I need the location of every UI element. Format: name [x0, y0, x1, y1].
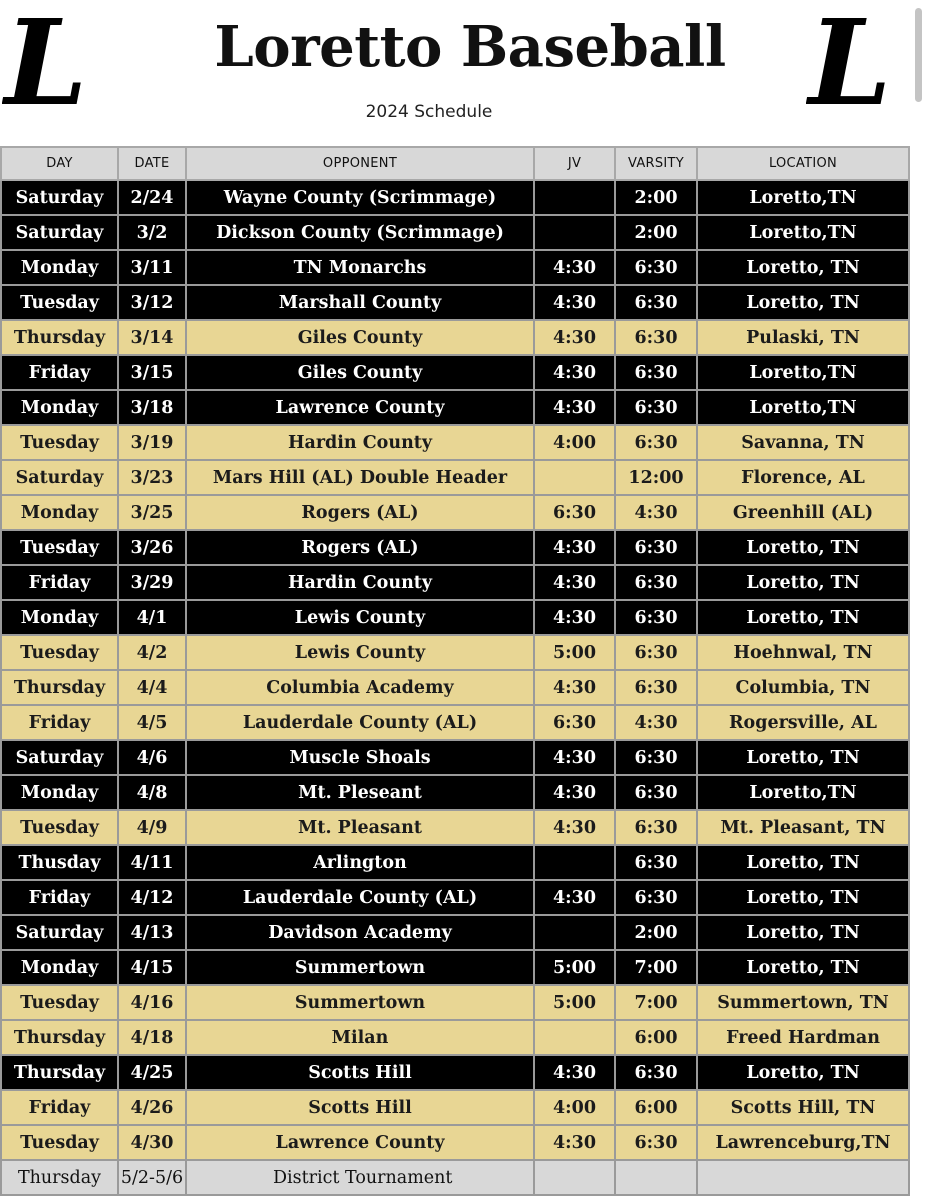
cell-day: Monday [1, 775, 118, 810]
cell-opponent: Mt. Pleseant [186, 775, 534, 810]
cell-varsity: 7:00 [615, 950, 697, 985]
table-row [1, 985, 909, 1020]
cell-date: 3/14 [118, 320, 186, 355]
table-row [1, 495, 909, 530]
cell-jv [534, 845, 615, 880]
cell-location: Loretto, TN [697, 600, 909, 635]
cell-location: Loretto,TN [697, 355, 909, 390]
cell-opponent: Lauderdale County (AL) [186, 880, 534, 915]
table-row [1, 600, 909, 635]
cell-date: 4/16 [118, 985, 186, 1020]
cell-opponent: Rogers (AL) [186, 530, 534, 565]
table-row [1, 1160, 909, 1195]
table-row [1, 425, 909, 460]
table-row [1, 565, 909, 600]
table-row [1, 250, 909, 285]
table-row [1, 215, 909, 250]
cell-varsity: 6:30 [615, 670, 697, 705]
cell-date: 2/24 [118, 180, 186, 215]
cell-opponent: Davidson Academy [186, 915, 534, 950]
cell-jv [534, 915, 615, 950]
cell-location: Loretto, TN [697, 285, 909, 320]
cell-day: Saturday [1, 740, 118, 775]
column-header-day: DAY [1, 147, 118, 180]
cell-location: Loretto, TN [697, 915, 909, 950]
cell-location [697, 1160, 909, 1195]
table-row [1, 355, 909, 390]
cell-date: 4/25 [118, 1055, 186, 1090]
cell-jv: 4:30 [534, 530, 615, 565]
table-row [1, 1125, 909, 1160]
cell-opponent: Columbia Academy [186, 670, 534, 705]
cell-location: Loretto,TN [697, 390, 909, 425]
cell-day: Monday [1, 950, 118, 985]
cell-date: 3/11 [118, 250, 186, 285]
cell-varsity: 2:00 [615, 215, 697, 250]
table-row [1, 950, 909, 985]
cell-varsity: 6:30 [615, 1055, 697, 1090]
cell-opponent: Lewis County [186, 635, 534, 670]
cell-opponent: Marshall County [186, 285, 534, 320]
cell-opponent: Hardin County [186, 565, 534, 600]
cell-opponent: Rogers (AL) [186, 495, 534, 530]
cell-jv: 4:30 [534, 1055, 615, 1090]
cell-day: Monday [1, 495, 118, 530]
cell-date: 4/4 [118, 670, 186, 705]
cell-jv: 4:30 [534, 775, 615, 810]
page-title: Loretto Baseball [214, 14, 726, 80]
cell-varsity: 6:30 [615, 425, 697, 460]
cell-day: Friday [1, 705, 118, 740]
cell-jv: 6:30 [534, 705, 615, 740]
table-row [1, 810, 909, 845]
cell-jv: 4:30 [534, 670, 615, 705]
cell-jv: 4:30 [534, 355, 615, 390]
cell-location: Summertown, TN [697, 985, 909, 1020]
cell-varsity: 6:30 [615, 390, 697, 425]
cell-day: Tuesday [1, 285, 118, 320]
cell-varsity: 6:30 [615, 635, 697, 670]
cell-location: Loretto, TN [697, 950, 909, 985]
svg-text:L: L [808, 8, 892, 118]
scrollbar[interactable] [915, 8, 922, 102]
cell-location: Loretto, TN [697, 530, 909, 565]
cell-varsity [615, 1160, 697, 1195]
table-row [1, 285, 909, 320]
cell-jv [534, 460, 615, 495]
svg-text:L: L [4, 8, 88, 118]
cell-opponent: Summertown [186, 985, 534, 1020]
cell-location: Columbia, TN [697, 670, 909, 705]
cell-day: Saturday [1, 215, 118, 250]
cell-date: 4/18 [118, 1020, 186, 1055]
cell-jv: 6:30 [534, 495, 615, 530]
cell-date: 4/26 [118, 1090, 186, 1125]
cell-day: Saturday [1, 915, 118, 950]
cell-date: 3/29 [118, 565, 186, 600]
cell-varsity: 2:00 [615, 915, 697, 950]
cell-opponent: Lauderdale County (AL) [186, 705, 534, 740]
cell-jv: 4:30 [534, 390, 615, 425]
cell-jv: 4:30 [534, 320, 615, 355]
cell-opponent: Scotts Hill [186, 1090, 534, 1125]
cell-location: Loretto,TN [697, 180, 909, 215]
cell-date: 3/25 [118, 495, 186, 530]
cell-date: 4/1 [118, 600, 186, 635]
cell-location: Florence, AL [697, 460, 909, 495]
column-header-varsity: VARSITY [615, 147, 697, 180]
table-row [1, 1020, 909, 1055]
cell-jv: 4:00 [534, 1090, 615, 1125]
cell-date: 3/19 [118, 425, 186, 460]
cell-day: Tuesday [1, 810, 118, 845]
cell-date: 3/12 [118, 285, 186, 320]
table-row [1, 670, 909, 705]
cell-varsity: 6:30 [615, 530, 697, 565]
cell-day: Thursday [1, 1160, 118, 1195]
cell-location: Loretto, TN [697, 845, 909, 880]
cell-opponent: Wayne County (Scrimmage) [186, 180, 534, 215]
cell-jv: 4:00 [534, 425, 615, 460]
cell-varsity: 7:00 [615, 985, 697, 1020]
cell-jv: 4:30 [534, 810, 615, 845]
cell-location: Loretto,TN [697, 215, 909, 250]
cell-location: Loretto, TN [697, 250, 909, 285]
cell-date: 4/5 [118, 705, 186, 740]
table-row [1, 915, 909, 950]
cell-location: Freed Hardman [697, 1020, 909, 1055]
table-row [1, 530, 909, 565]
table-row [1, 635, 909, 670]
cell-jv: 4:30 [534, 285, 615, 320]
cell-jv: 5:00 [534, 985, 615, 1020]
table-row [1, 1055, 909, 1090]
cell-location: Mt. Pleasant, TN [697, 810, 909, 845]
cell-varsity: 6:00 [615, 1020, 697, 1055]
cell-day: Saturday [1, 460, 118, 495]
cell-opponent: District Tournament [186, 1160, 534, 1195]
cell-location: Savanna, TN [697, 425, 909, 460]
cell-varsity: 6:30 [615, 600, 697, 635]
cell-location: Loretto, TN [697, 740, 909, 775]
cell-varsity: 6:30 [615, 1125, 697, 1160]
table-row [1, 460, 909, 495]
cell-varsity: 6:30 [615, 880, 697, 915]
cell-varsity: 6:30 [615, 740, 697, 775]
cell-varsity: 6:00 [615, 1090, 697, 1125]
cell-location: Greenhill (AL) [697, 495, 909, 530]
cell-opponent: Dickson County (Scrimmage) [186, 215, 534, 250]
cell-jv [534, 180, 615, 215]
cell-jv: 5:00 [534, 635, 615, 670]
cell-date: 3/26 [118, 530, 186, 565]
cell-jv [534, 1020, 615, 1055]
cell-opponent: Summertown [186, 950, 534, 985]
cell-day: Tuesday [1, 985, 118, 1020]
cell-date: 4/9 [118, 810, 186, 845]
cell-day: Thursday [1, 320, 118, 355]
schedule-body [1, 180, 909, 1195]
cell-date: 4/30 [118, 1125, 186, 1160]
cell-date: 4/15 [118, 950, 186, 985]
cell-varsity: 6:30 [615, 810, 697, 845]
cell-varsity: 6:30 [615, 775, 697, 810]
cell-day: Saturday [1, 180, 118, 215]
cell-jv: 4:30 [534, 565, 615, 600]
cell-location: Loretto, TN [697, 565, 909, 600]
cell-opponent: Giles County [186, 320, 534, 355]
table-row [1, 740, 909, 775]
cell-jv [534, 215, 615, 250]
cell-opponent: Scotts Hill [186, 1055, 534, 1090]
cell-location: Hoehnwal, TN [697, 635, 909, 670]
cell-varsity: 4:30 [615, 495, 697, 530]
cell-date: 3/2 [118, 215, 186, 250]
cell-date: 4/6 [118, 740, 186, 775]
cell-day: Monday [1, 390, 118, 425]
table-row [1, 775, 909, 810]
cell-jv: 4:30 [534, 740, 615, 775]
cell-varsity: 6:30 [615, 565, 697, 600]
schedule-table [0, 146, 910, 1196]
cell-location: Lawrenceburg,TN [697, 1125, 909, 1160]
table-row [1, 1090, 909, 1125]
cell-varsity: 6:30 [615, 355, 697, 390]
cell-date: 4/13 [118, 915, 186, 950]
cell-date: 3/23 [118, 460, 186, 495]
cell-day: Thursday [1, 1020, 118, 1055]
cell-opponent: Lawrence County [186, 390, 534, 425]
table-row [1, 845, 909, 880]
cell-varsity: 4:30 [615, 705, 697, 740]
cell-opponent: Arlington [186, 845, 534, 880]
cell-opponent: Giles County [186, 355, 534, 390]
table-row [1, 705, 909, 740]
column-header-opponent: OPPONENT [186, 147, 534, 180]
cell-day: Friday [1, 355, 118, 390]
cell-date: 3/15 [118, 355, 186, 390]
cell-day: Thusday [1, 845, 118, 880]
cell-varsity: 6:30 [615, 250, 697, 285]
cell-day: Thursday [1, 1055, 118, 1090]
cell-date: 4/2 [118, 635, 186, 670]
cell-day: Friday [1, 565, 118, 600]
cell-day: Friday [1, 880, 118, 915]
cell-opponent: Mt. Pleasant [186, 810, 534, 845]
cell-jv: 4:30 [534, 250, 615, 285]
cell-opponent: TN Monarchs [186, 250, 534, 285]
cell-day: Tuesday [1, 425, 118, 460]
cell-day: Tuesday [1, 1125, 118, 1160]
cell-opponent: Lawrence County [186, 1125, 534, 1160]
cell-date: 3/18 [118, 390, 186, 425]
cell-opponent: Lewis County [186, 600, 534, 635]
cell-opponent: Hardin County [186, 425, 534, 460]
cell-opponent: Muscle Shoals [186, 740, 534, 775]
column-header-jv: JV [534, 147, 615, 180]
cell-day: Thursday [1, 670, 118, 705]
cell-day: Friday [1, 1090, 118, 1125]
cell-date: 5/2-5/6 [118, 1160, 186, 1195]
column-header-location: LOCATION [697, 147, 909, 180]
table-header-row [1, 147, 909, 180]
cell-day: Monday [1, 250, 118, 285]
cell-location: Rogersville, AL [697, 705, 909, 740]
cell-jv: 5:00 [534, 950, 615, 985]
cell-day: Tuesday [1, 530, 118, 565]
table-row [1, 880, 909, 915]
cell-varsity: 6:30 [615, 845, 697, 880]
cell-varsity: 6:30 [615, 320, 697, 355]
cell-jv: 4:30 [534, 880, 615, 915]
cell-location: Loretto, TN [697, 880, 909, 915]
cell-date: 4/12 [118, 880, 186, 915]
cell-jv: 4:30 [534, 1125, 615, 1160]
cell-location: Pulaski, TN [697, 320, 909, 355]
table-row [1, 320, 909, 355]
cell-varsity: 2:00 [615, 180, 697, 215]
cell-opponent: Mars Hill (AL) Double Header [186, 460, 534, 495]
table-row [1, 390, 909, 425]
cell-day: Tuesday [1, 635, 118, 670]
cell-jv: 4:30 [534, 600, 615, 635]
cell-varsity: 6:30 [615, 285, 697, 320]
column-header-date: DATE [118, 147, 186, 180]
cell-location: Loretto, TN [697, 1055, 909, 1090]
cell-date: 4/11 [118, 845, 186, 880]
cell-opponent: Milan [186, 1020, 534, 1055]
cell-jv [534, 1160, 615, 1195]
cell-varsity: 12:00 [615, 460, 697, 495]
page-subtitle: 2024 Schedule [365, 102, 493, 122]
cell-location: Loretto,TN [697, 775, 909, 810]
cell-location: Scotts Hill, TN [697, 1090, 909, 1125]
cell-day: Monday [1, 600, 118, 635]
table-row [1, 180, 909, 215]
cell-date: 4/8 [118, 775, 186, 810]
